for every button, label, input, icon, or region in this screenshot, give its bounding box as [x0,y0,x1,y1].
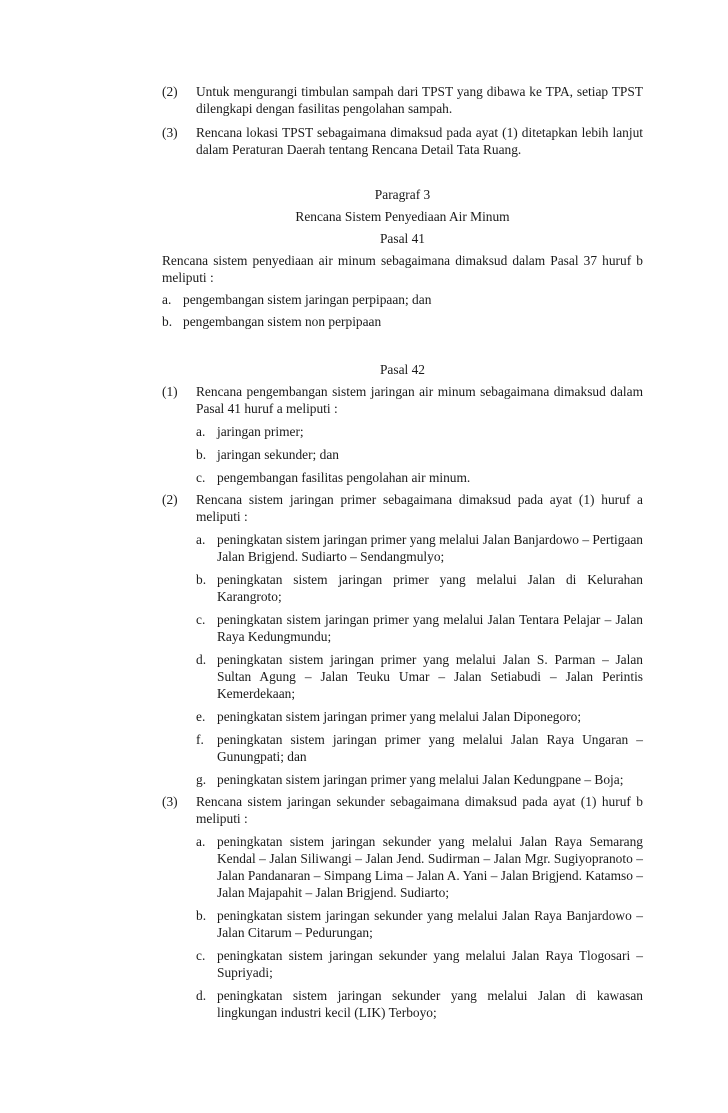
list-text: pengembangan sistem non perpipaan [183,314,382,329]
list-letter: d. [196,652,207,667]
ayat-number: (2) [162,84,178,99]
list-text: pengembangan fasilitas pengolahan air minum. [217,470,471,485]
list-letter: c. [196,612,206,627]
ayat-number: (3) [162,125,178,140]
list-item [196,469,643,486]
ayat-item [162,383,643,486]
list-letter: c. [196,470,206,485]
list-letter: a. [162,292,172,307]
list-text: peningkatan sistem jaringan sekunder yang melalui Jalan Raya Semarang Kendal – Jalan Siliwangi – Jalan Jend. Sudirman – Jalan Mgr. Sugiyopranoto – Jalan Pandanaran – Simpang Lima – Jalan A. Yani – Jalan Brigjend. Katamso – Jalan Majapahit – Jalan Brigjend. Sudiarto; [217,834,643,900]
ayat-text: Rencana lokasi TPST sebagaimana dimaksud pada ayat (1) ditetapkan lebih lanjut dalam Peraturan Daerah tentang Rencana Detail Tata Ruang. [196,125,643,157]
list-letter: a. [196,532,206,547]
list-item [196,611,643,645]
list-letter: f. [196,732,204,747]
document-page [162,83,643,1021]
list-text: peningkatan sistem jaringan primer yang melalui Jalan Kedungpane – Boja; [217,772,624,787]
list-item [162,313,643,330]
ayat-item [162,83,643,117]
list-letter: b. [196,908,207,923]
list-item [196,708,643,725]
list-text: peningkatan sistem jaringan sekunder yang melalui Jalan Raya Banjardowo – Jalan Citarum – Pedurungan; [217,908,643,940]
list-item [196,907,643,941]
list-text: jaringan sekunder; dan [217,447,339,462]
list-text: peningkatan sistem jaringan primer yang melalui Jalan Banjardowo – Pertigaan Jalan Brigjend. Sudiarto – Sendangmulyo; [217,532,643,564]
sub-list [196,423,643,486]
ayat-item [162,491,643,788]
list-text: peningkatan sistem jaringan primer yang melalui Jalan Tentara Pelajar – Jalan Raya Kedungmundu; [217,612,643,644]
list-letter: d. [196,988,207,1003]
list-text: peningkatan sistem jaringan primer yang melalui Jalan Raya Ungaran – Gunungpati; dan [217,732,643,764]
ayat-number: (2) [162,492,178,507]
list-item [196,833,643,901]
list-text: peningkatan sistem jaringan primer yang melalui Jalan Diponegoro; [217,709,582,724]
list-item [196,947,643,981]
sub-list [196,833,643,1021]
list-text: jaringan primer; [217,424,304,439]
list-letter: a. [196,424,206,439]
list-item [196,987,643,1021]
pasal-heading: Pasal 41 [379,231,425,246]
list-letter: b. [162,314,173,329]
list-letter: b. [196,447,207,462]
list-letter: a. [196,834,206,849]
list-letter: b. [196,572,207,587]
list-text: peningkatan sistem jaringan sekunder yang melalui Jalan Raya Tlogosari – Supriyadi; [217,948,643,980]
ayat-number: (1) [162,384,178,399]
list-letter: g. [196,772,207,787]
list-item [196,423,643,440]
pasal-heading: Pasal 42 [379,362,425,377]
list-item [196,531,643,565]
list-letter: e. [196,709,206,724]
paragraf-subheading: Rencana Sistem Penyediaan Air Minum [295,209,510,224]
list-text: peningkatan sistem jaringan sekunder yang melalui Jalan di kawasan lingkungan industri kecil (LIK) Terboyo; [217,988,643,1020]
list-item [196,446,643,463]
list-item [196,731,643,765]
ayat-item [162,124,643,158]
pasal-intro: Rencana sistem penyediaan air minum sebagaimana dimaksud dalam Pasal 37 huruf b meliputi : [162,253,643,285]
list-text: peningkatan sistem jaringan primer yang melalui Jalan di Kelurahan Karangroto; [217,572,643,604]
ayat-text: Untuk mengurangi timbulan sampah dari TPST yang dibawa ke TPA, setiap TPST dilengkapi dengan fasilitas pengolahan sampah. [196,84,643,116]
paragraf-heading: Paragraf 3 [374,187,431,202]
list-item [196,651,643,702]
list-item [162,291,643,308]
ayat-number: (3) [162,794,178,809]
sub-list [196,531,643,788]
ayat-text: Rencana sistem jaringan primer sebagaimana dimaksud pada ayat (1) huruf a meliputi : [196,492,643,524]
list-text: peningkatan sistem jaringan primer yang melalui Jalan S. Parman – Jalan Sultan Agung – Jalan Teuku Umar – Jalan Setiabudi – Jalan Perintis Kemerdekaan; [217,652,643,701]
list-letter: c. [196,948,206,963]
list-text: pengembangan sistem jaringan perpipaan; dan [183,292,432,307]
list-item [196,771,643,788]
ayat-text: Rencana sistem jaringan sekunder sebagaimana dimaksud pada ayat (1) huruf b meliputi : [196,794,643,826]
ayat-text: Rencana pengembangan sistem jaringan air minum sebagaimana dimaksud dalam Pasal 41 huruf a meliputi : [196,384,643,416]
list-item [196,571,643,605]
ayat-item [162,793,643,1021]
